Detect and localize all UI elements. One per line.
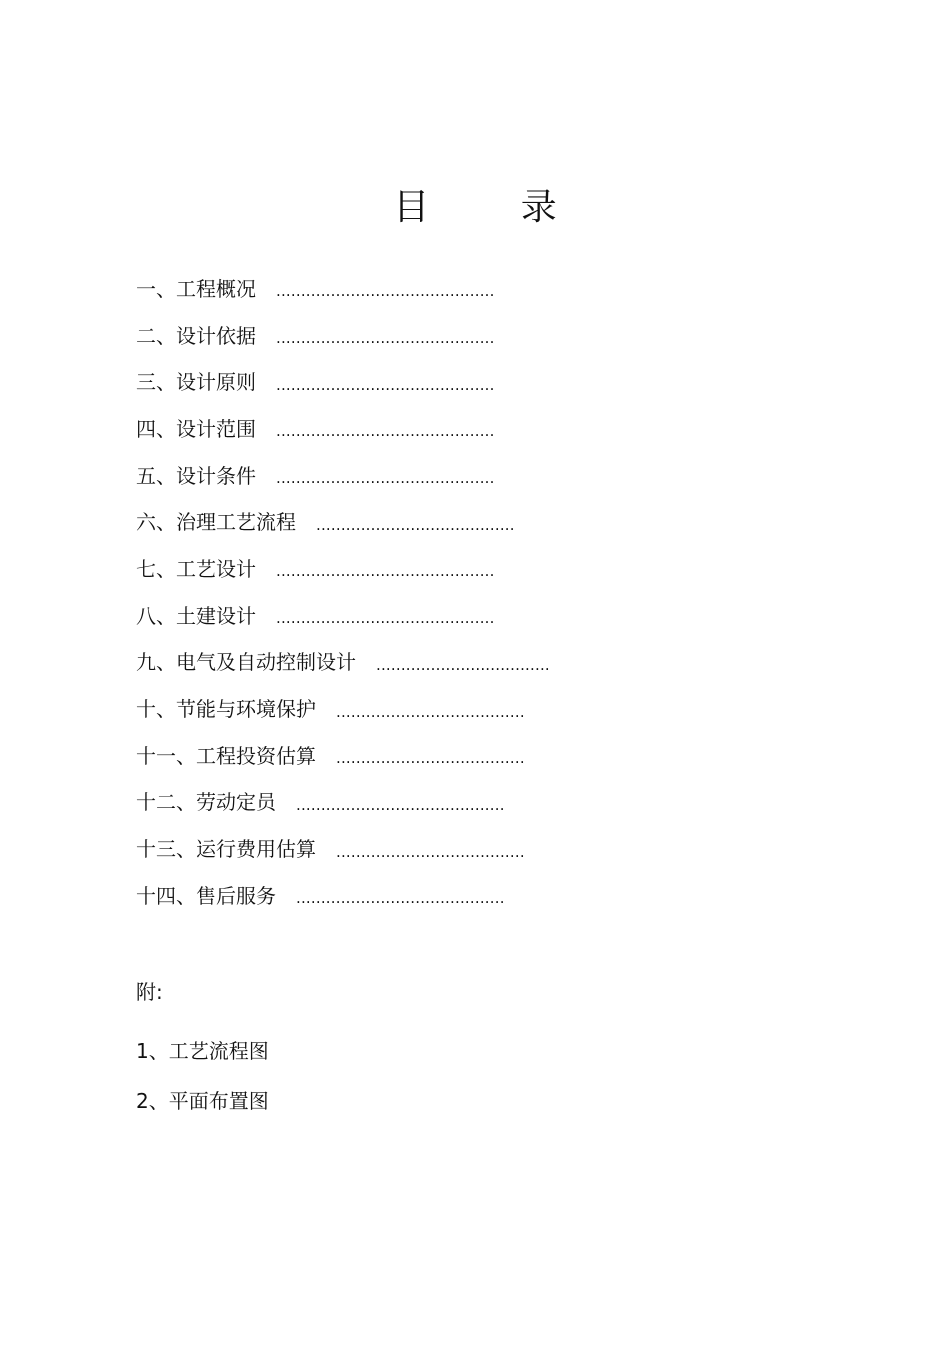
toc-leader-dots: ...................................... [336, 702, 525, 721]
toc-leader-dots: ............................................ [276, 375, 495, 394]
toc-leader-dots: ........................................ [316, 515, 515, 534]
toc-entry-label: 九、电气及自动控制设计 [136, 650, 356, 675]
toc-entry-label: 五、设计条件 [136, 463, 256, 488]
toc-leader-dots: ............................................ [276, 469, 495, 488]
appendix-list [136, 1026, 269, 1126]
toc-entry-label: 六、治理工艺流程 [136, 510, 296, 535]
toc-leader-dots: ............................................ [276, 282, 495, 301]
toc-entry[interactable] [136, 778, 736, 825]
toc-entry-label: 七、工艺设计 [136, 556, 256, 581]
toc-leader-dots: ................................... [376, 655, 550, 674]
toc-entry-label: 八、土建设计 [136, 603, 256, 628]
toc-leader-dots: ............................................ [276, 609, 495, 628]
toc-entry-label: 二、设计依据 [136, 323, 256, 348]
table-of-contents [136, 264, 736, 918]
toc-entry-label: 十二、劳动定员 [136, 790, 276, 815]
toc-entry-label: 一、工程概况 [136, 276, 256, 301]
toc-entry[interactable] [136, 731, 736, 778]
toc-entry[interactable] [136, 357, 736, 404]
toc-entry[interactable] [136, 638, 736, 685]
toc-leader-dots: .......................................... [296, 795, 505, 814]
toc-leader-dots: ...................................... [336, 842, 525, 861]
toc-leader-dots: ...................................... [336, 749, 525, 768]
toc-entry[interactable] [136, 824, 736, 871]
appendix-item[interactable]: 1、工艺流程图 [136, 1039, 269, 1063]
toc-entry[interactable] [136, 451, 736, 498]
appendix-section [136, 976, 269, 1126]
toc-entry-label: 十一、工程投资估算 [136, 743, 316, 768]
toc-entry-label: 十、节能与环境保护 [136, 697, 316, 722]
toc-entry[interactable] [136, 684, 736, 731]
toc-entry[interactable] [136, 591, 736, 638]
toc-entry[interactable] [136, 311, 736, 358]
appendix-item[interactable]: 2、平面布置图 [136, 1089, 269, 1113]
toc-entry-label: 四、设计范围 [136, 416, 256, 441]
toc-entry[interactable] [136, 544, 736, 591]
toc-entry-label: 十四、售后服务 [136, 883, 276, 908]
page-title: 目 录 [393, 187, 597, 228]
toc-entry[interactable] [136, 404, 736, 451]
toc-entry[interactable] [136, 871, 736, 918]
toc-leader-dots: ............................................ [276, 329, 495, 348]
toc-entry-label: 三、设计原则 [136, 370, 256, 395]
toc-leader-dots: ............................................ [276, 562, 495, 581]
toc-entry-label: 十三、运行费用估算 [136, 837, 316, 862]
appendix-heading: 附: [136, 980, 163, 1004]
toc-leader-dots: ............................................ [276, 422, 495, 441]
toc-leader-dots: .......................................... [296, 889, 505, 908]
toc-entry[interactable] [136, 497, 736, 544]
toc-entry[interactable] [136, 264, 736, 311]
